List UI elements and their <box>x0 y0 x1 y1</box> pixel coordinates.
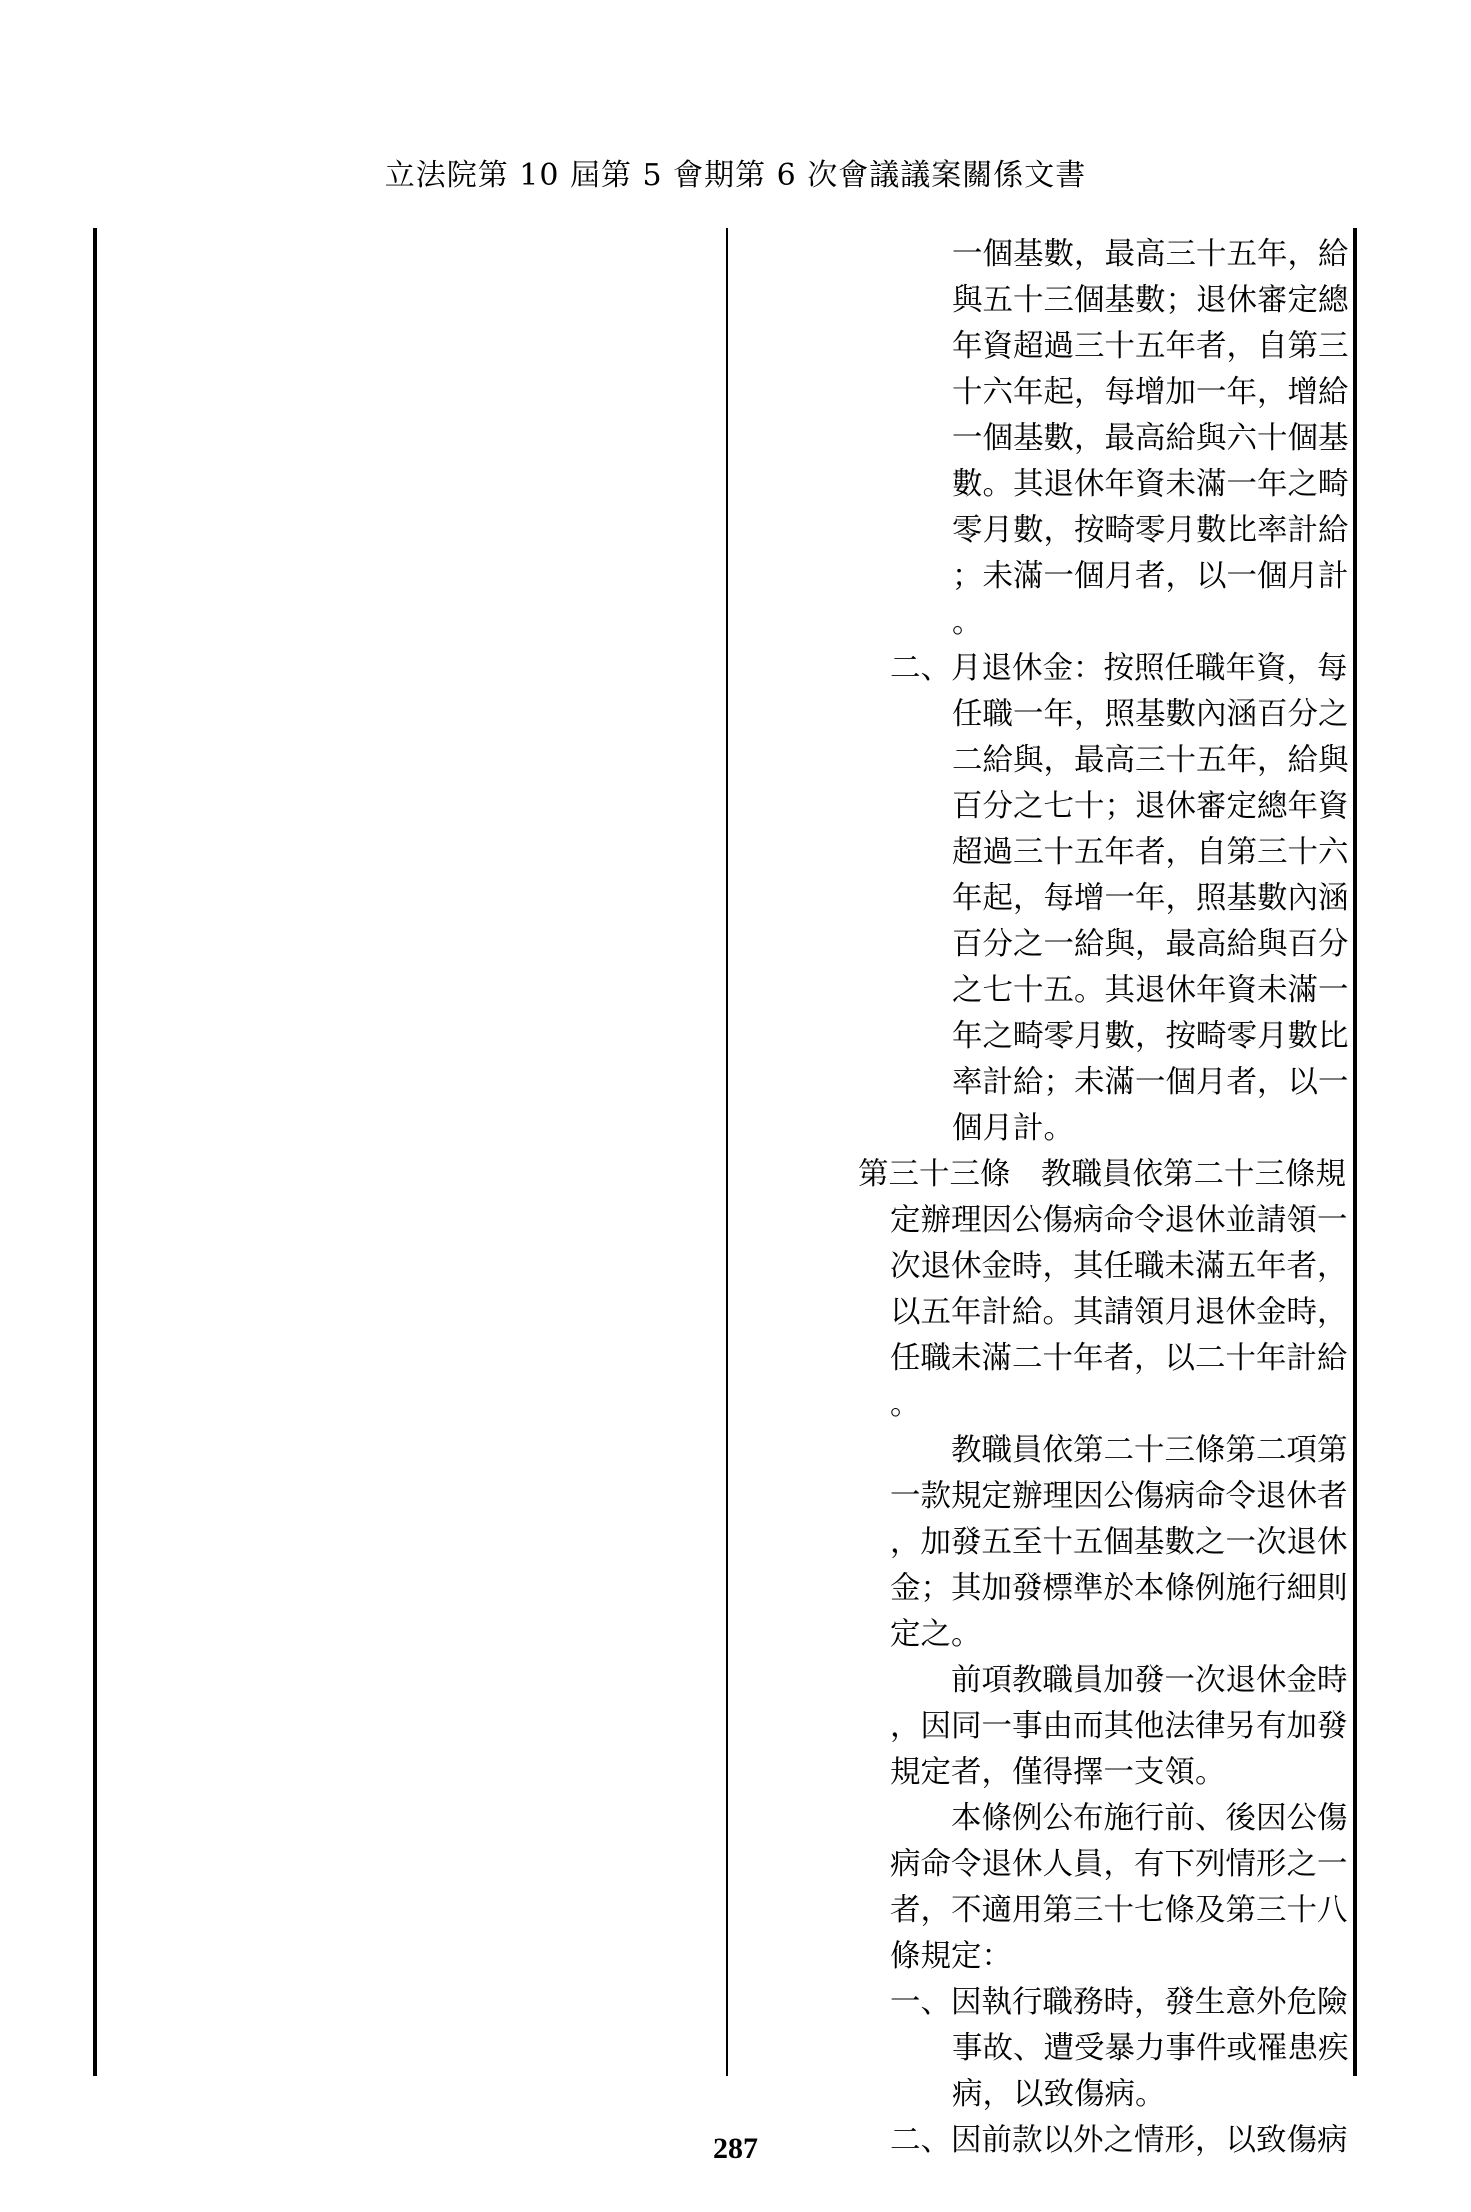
text-line: 超過三十五年者，自第三十六 <box>952 835 1349 870</box>
text-line: 定之。 <box>890 1617 982 1652</box>
text-line: ，因同一事由而其他法律另有加發 <box>890 1709 1348 1744</box>
text-line: 任職一年，照基數內涵百分之 <box>952 697 1349 732</box>
text-line: 第三十三條 教職員依第二十三條規 <box>858 1157 1346 1192</box>
text-line: 數。其退休年資未滿一年之畸 <box>952 467 1349 502</box>
text-line: 年之畸零月數，按畸零月數比 <box>952 1019 1349 1054</box>
text-line: 本條例公布施行前、後因公傷 <box>890 1801 1348 1836</box>
text-line: 一款規定辦理因公傷病命令退休者 <box>890 1479 1348 1514</box>
text-line: 。 <box>890 1387 921 1422</box>
column-divider-line <box>726 228 728 2076</box>
text-line: ，加發五至十五個基數之一次退休 <box>890 1525 1348 1560</box>
text-line: 零月數，按畸零月數比率計給 <box>952 513 1349 548</box>
text-line: 條規定： <box>890 1939 1012 1974</box>
text-line: 一、因執行職務時，發生意外危險 <box>890 1985 1348 2020</box>
text-line: 個月計。 <box>952 1111 1074 1146</box>
text-line: 年資超過三十五年者，自第三 <box>952 329 1349 364</box>
text-line: 百分之七十；退休審定總年資 <box>952 789 1349 824</box>
left-border-line <box>93 228 97 2076</box>
right-border-line <box>1353 228 1357 2076</box>
text-line: 之七十五。其退休年資未滿一 <box>952 973 1349 1008</box>
text-line: 以五年計給。其請領月退休金時， <box>890 1295 1348 1330</box>
text-line: 十六年起，每增加一年，增給 <box>952 375 1349 410</box>
page-header: 立法院第 10 屆第 5 會期第 6 次會議議案關係文書 <box>384 158 1087 193</box>
text-line: 事故、遭受暴力事件或罹患疾 <box>952 2031 1349 2066</box>
text-line: 定辦理因公傷病命令退休並請領一 <box>890 1203 1348 1238</box>
text-line: ；未滿一個月者，以一個月計 <box>952 559 1349 594</box>
text-line: 與五十三個基數；退休審定總 <box>952 283 1349 318</box>
text-line: 教職員依第二十三條第二項第 <box>890 1433 1348 1468</box>
text-line: 一個基數，最高三十五年，給 <box>952 237 1349 272</box>
text-line: 次退休金時，其任職未滿五年者， <box>890 1249 1348 1284</box>
text-line: 病命令退休人員，有下列情形之一 <box>890 1847 1348 1882</box>
page-number: 287 <box>713 2132 758 2165</box>
text-line: 金；其加發標準於本條例施行細則 <box>890 1571 1348 1606</box>
text-line: 二、因前款以外之情形，以致傷病 <box>890 2123 1348 2158</box>
text-line: 二、月退休金：按照任職年資，每 <box>890 651 1348 686</box>
right-column-text <box>858 232 1349 2164</box>
text-line: 年起，每增一年，照基數內涵 <box>952 881 1349 916</box>
text-line: 二給與，最高三十五年，給與 <box>952 743 1349 778</box>
text-line: 病，以致傷病。 <box>952 2077 1166 2112</box>
text-line: 前項教職員加發一次退休金時 <box>890 1663 1348 1698</box>
text-line: 一個基數，最高給與六十個基 <box>952 421 1349 456</box>
text-line: 率計給；未滿一個月者，以一 <box>952 1065 1349 1100</box>
text-line: 。 <box>952 605 983 640</box>
text-line: 任職未滿二十年者，以二十年計給 <box>890 1341 1348 1376</box>
text-line: 百分之一給與，最高給與百分 <box>952 927 1349 962</box>
text-line: 者，不適用第三十七條及第三十八 <box>890 1893 1348 1928</box>
text-line: 規定者，僅得擇一支領。 <box>890 1755 1226 1790</box>
